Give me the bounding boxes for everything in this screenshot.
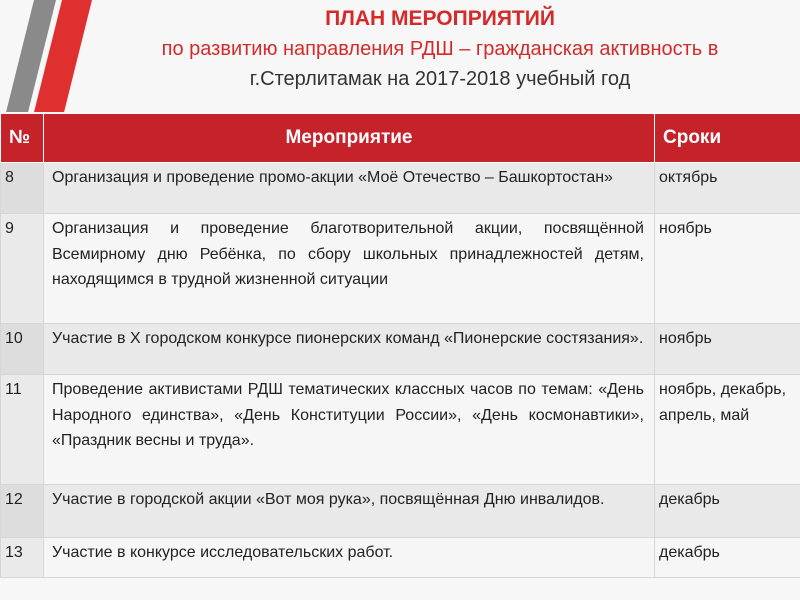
events-table <box>0 113 800 578</box>
row-date: октябрь <box>655 163 800 214</box>
table-header-row <box>1 114 800 163</box>
row-date: декабрь <box>655 538 800 578</box>
table-row <box>1 485 800 538</box>
column-header-dates: Сроки <box>655 114 800 163</box>
page-title-block <box>80 4 800 94</box>
table-row <box>1 538 800 578</box>
row-date: декабрь <box>655 485 800 538</box>
row-event: Организация и проведение промо-акции «Моё Отечество – Башкортостан» <box>44 163 655 214</box>
page-title: ПЛАН МЕРОПРИЯТИЙ <box>325 7 555 30</box>
page-subtitle-line-2: г.Стерлитамак на 2017-2018 учебный год <box>249 68 631 90</box>
table-row <box>1 375 800 485</box>
row-date: ноябрь <box>655 214 800 324</box>
table-row <box>1 163 800 214</box>
table-row <box>1 324 800 375</box>
page-subtitle-line-1: по развитию направления РДШ – гражданская активность в <box>161 38 719 60</box>
row-number: 10 <box>1 324 44 375</box>
row-date: ноябрь <box>655 324 800 375</box>
table-row <box>1 214 800 324</box>
row-number: 12 <box>1 485 44 538</box>
row-event: Проведение активистами РДШ тематических классных часов по темам: «День Народного единства», «День Конституции России», «День космонавтики», «Праздник весны и труда». <box>44 375 655 485</box>
row-number: 9 <box>1 214 44 324</box>
row-number: 13 <box>1 538 44 578</box>
row-number: 11 <box>1 375 44 485</box>
row-event: Участие в городской акции «Вот моя рука», посвящённая Дню инвалидов. <box>44 485 655 538</box>
row-event: Участие в конкурсе исследовательских работ. <box>44 538 655 578</box>
row-date: ноябрь, декабрь, апрель, май <box>655 375 800 485</box>
column-header-number: № <box>1 114 44 163</box>
row-number: 8 <box>1 163 44 214</box>
row-event: Организация и проведение благотворительной акции, посвящённой Всемирному дню Ребёнка, по сбору школьных принадлежностей детям, находящимся в трудной жизненной ситуации <box>44 214 655 324</box>
column-header-event: Мероприятие <box>44 114 655 163</box>
row-event: Участие в X городском конкурсе пионерских команд «Пионерские состязания». <box>44 324 655 375</box>
